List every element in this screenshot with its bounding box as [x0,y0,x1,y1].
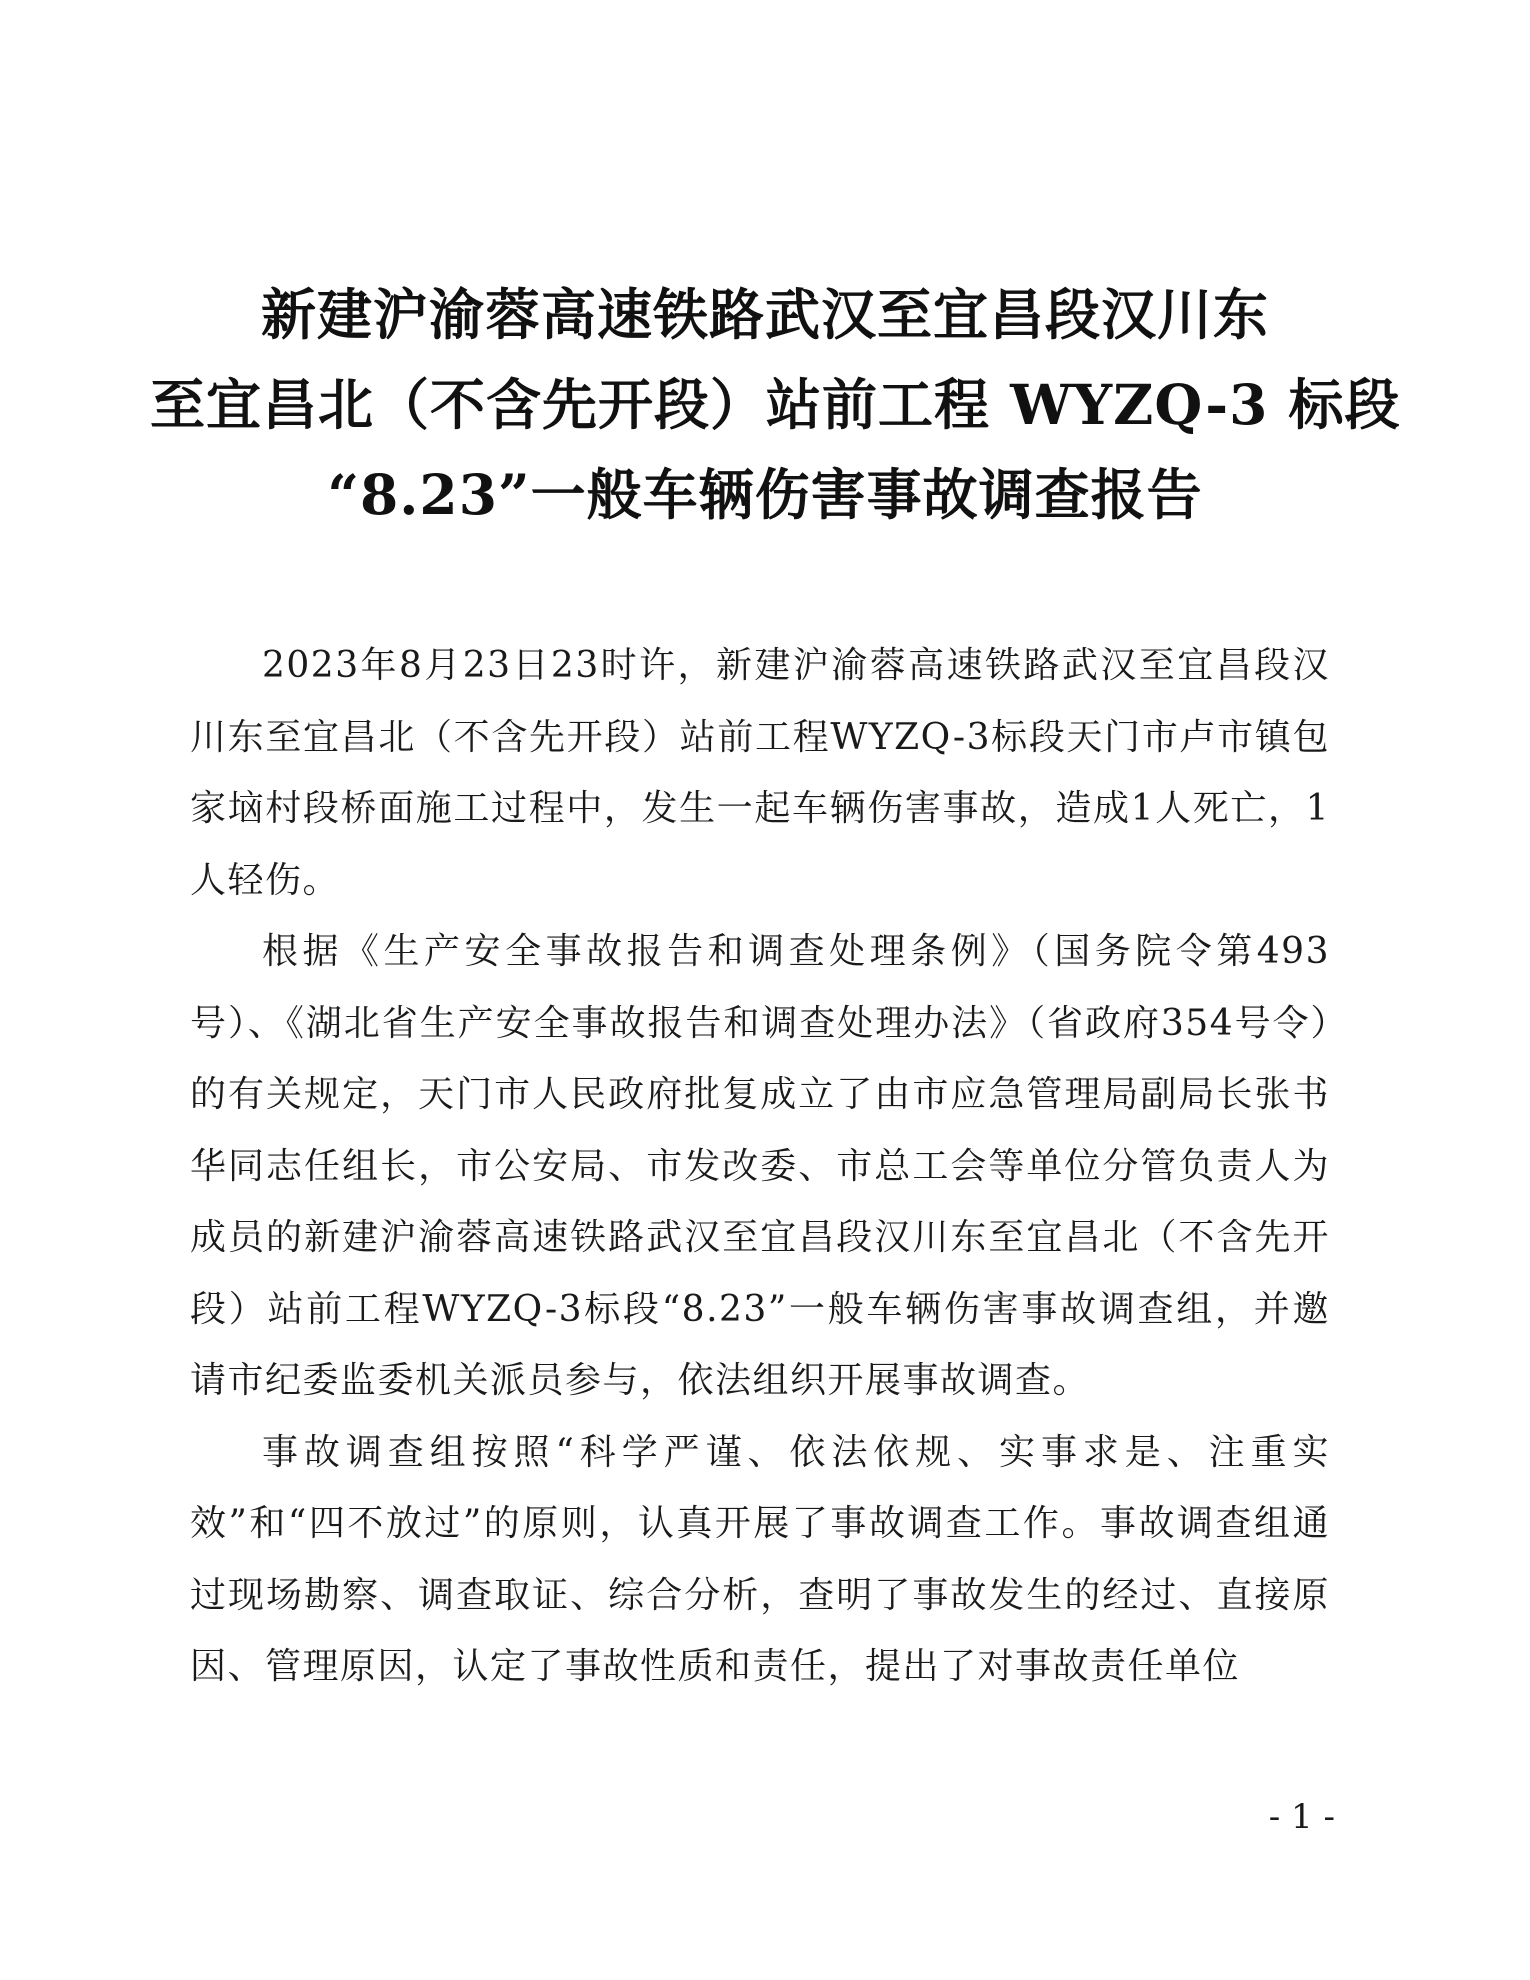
paragraph-overview: 2023年8月23日23时许，新建沪渝蓉高速铁路武汉至宜昌段汉川东至宜昌北（不含先开段）站前工程WYZQ-3标段天门市卢市镇包家垴村段桥面施工过程中，发生一起车辆伤害事故，造成1人死亡，1人轻伤。 [190,645,1330,901]
report-title [150,270,1401,540]
title-line-2: 至宜昌北（不含先开段）站前工程 WYZQ-3 标段 [150,372,1401,437]
report-body [190,630,1330,1703]
page-number: - 1 - [1268,1797,1335,1837]
title-line-1: 新建沪渝蓉高速铁路武汉至宜昌段汉川东 [260,282,1269,347]
paragraph-legal-basis: 根据《生产安全事故报告和调查处理条例》（国务院令第493号）、《湖北省生产安全事故报告和调查处理办法》（省政府354号令）的有关规定，天门市人民政府批复成立了由市应急管理局副局长张书华同志任组长，市公安局、市发改委、市总工会等单位分管负责人为成员的新建沪渝蓉高速铁路武汉至宜昌段汉川东至宜昌北（不含先开段）站前工程WYZQ-3标段“8.23”一般车辆伤害事故调查组，并邀请市纪委监委机关派员参与，依法组织开展事故调查。 [190,931,1330,1401]
title-line-3: “8.23”一般车辆伤害事故调查报告 [327,462,1203,527]
paragraph-investigation: 事故调查组按照“科学严谨、依法依规、实事求是、注重实效”和“四不放过”的原则，认真开展了事故调查工作。事故调查组通过现场勘察、调查取证、综合分析，查明了事故发生的经过、直接原因、管理原因，认定了事故性质和责任，提出了对事故责任单位 [190,1431,1330,1687]
